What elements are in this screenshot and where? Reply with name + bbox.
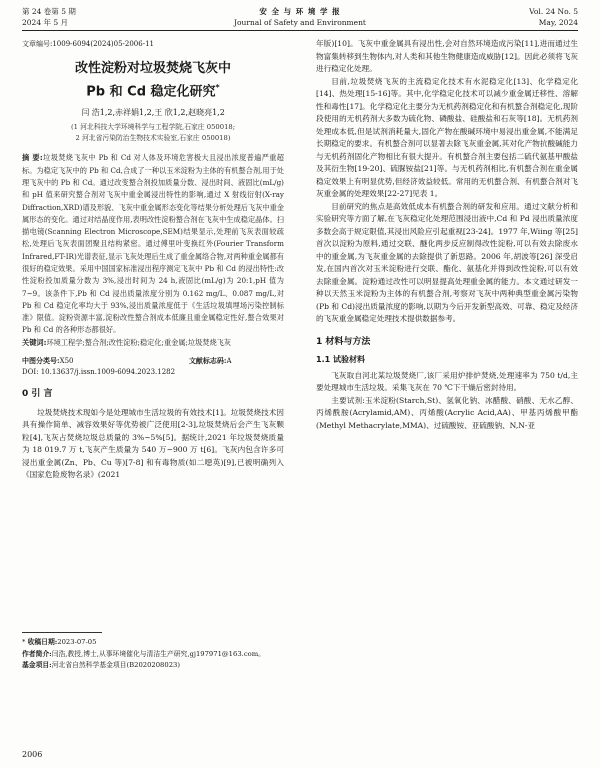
intro-paragraph: 垃圾焚烧技术现如今是处理城市生活垃圾的有效技术[1]。垃圾焚烧技术因具有操作简单、减容效果好等优势被广泛使用[2-3],垃圾焚烧后会产生飞灰颗粒[4],飞灰占焚烧垃圾总质量的 3%~5%[5]。据统计,2021 年垃圾焚烧质量为 18 019.7 万 t,飞灰产生质量为 540 万~900 万 t[6]。飞灰内包含许多可浸出重金属(Zn、Pb、Cu 等)[7-8] 和有毒物质(如二噁英)[9],已被明确列入《国家危险废物名录》(2021 <box>22 407 284 480</box>
affiliation-1: (1 河北科技大学环境科学与工程学院,石家庄 050018; <box>70 123 236 132</box>
section-heading-1: 1 材料与方法 <box>316 336 371 347</box>
header-volume-issue: 第 24 卷第 5 期 <box>22 7 76 16</box>
clc-label: 中图分类号: <box>22 356 60 366</box>
classification-info <box>22 355 284 378</box>
doc-code-value: A <box>226 357 232 366</box>
footnote-received-value: 2023-07-05 <box>57 638 97 646</box>
footnote-fund-value: 河北省自然科学基金项目(B2020208023) <box>51 661 181 669</box>
left-column <box>22 38 284 482</box>
header-journal <box>22 6 578 28</box>
materials-paragraph-2: 主要试剂:玉米淀粉(Starch,St)、氢氧化钠、冰醋酸、硝酸、无水乙醇、丙烯酰胺(Acrylamid,AM)、丙烯酸(Acrylic Acid,AA)、甲基丙烯酸甲酯(Methyl Methacrylate,MMA)、过硫酸铵、亚硫酸钠、N,N-亚 <box>316 395 578 430</box>
doc-code <box>189 355 232 367</box>
footnote-author-label: 作者简介: <box>22 649 52 658</box>
abstract-label: 摘 要: <box>22 153 43 163</box>
section-heading-1-1: 1.1 试验材料 <box>316 355 365 364</box>
doc-code-label: 文献标志码: <box>188 356 227 366</box>
doi: DOI: 10.13637/j.issn.1009-6094.2023.1282 <box>22 368 176 377</box>
footnote-fund-label: 基金项目: <box>22 661 52 669</box>
footnote-received-label: 收稿日期: <box>27 638 58 646</box>
title-line-2 <box>22 78 284 101</box>
article-number: 文章编号:1009-6094(2024)05-2006-11 <box>22 40 154 48</box>
title-line-2-text: Pb 和 Cd 稳定化研究 <box>86 83 216 99</box>
footnote-received: * 收稿日期:2023-07-05 <box>22 638 97 646</box>
running-header <box>22 6 578 32</box>
abstract <box>22 152 284 336</box>
header-volume-en <box>529 6 578 28</box>
journal-title-en: Journal of Safety and Environment <box>234 18 366 27</box>
header-rule <box>22 30 578 31</box>
affiliation-2: 2 河北省污染防治生物技术实验室,石家庄 050018) <box>75 133 231 142</box>
clc-code <box>22 355 73 367</box>
abstract-text: 垃圾焚烧飞灰中 Pb 和 Cd 对人体及环境危害极大且浸出浓度普遍严重超标。为稳定飞灰中的 Pb 和 Cd,合成了一种以玉米淀粉为主体的有机螯合剂,用于处理飞灰中的 Pb 和 Cd。通过改变螯合剂投加质量分数、浸出时间、液固比(mL/g)和 pH 值来研究螯合剂对飞灰中重金属浸出特性的影响,通过 X 射线衍射(X-ray Diffraction,XRD)谱及形貌、飞灰中重金属形态变化等结果分析处理后飞灰中重金属形态的变化。通过对结晶度作用,表明改性淀粉螯合剂在飞灰中生成稳定晶体。扫描电镜(Scanning Electron Microscope,SEM)结果显示,处理前飞灰表面较疏松,处理后飞灰表面团聚且结构紧密。通过傅里叶变换红外(Fourier Transform Infrared,FT-IR)光谱表征,显示飞灰处理后生成了重金属络合物,对两种重金属都有很好的稳定效果。采用中国国家标准浸出程序测定飞灰中 Pb 和 Cd 的浸出特性:改性淀粉投加质量分数为 3%,浸出时间为 24 h,液固比(mL/g)为 20:1,pH 值为 7~9。该条件下,Pb 和 Cd 浸出质量浓度分别为 0.162 mg/L、0.087 mg/L,对 Pb 和 Cd 稳定化率均大于 93%,浸出质量浓度低于《生活垃圾填埋场污染控制标准》限值。淀粉资源丰富,淀粉改性螯合剂成本低廉且重金属稳定性好,螯合效果对 Pb 和 Cd 的各种形态都很好。 <box>22 153 284 335</box>
footnote-author <box>22 649 284 661</box>
author-list: 闫 浩1,2,赤祥娟1,2,王 欣1,2,赵晓亮1,2 <box>81 107 225 117</box>
right-paragraph-1: 年版)[10]。飞灰中重金属具有浸出性,会对自然环境造成污染[11],进而通过生物富集转移到生物体内,对人类和其他生物健康造成威胁[12]。因此必须将飞灰进行稳定化处理。 <box>316 39 578 73</box>
clc-value: X50 <box>59 357 74 366</box>
keywords-label: 关键词: <box>22 337 47 347</box>
right-column <box>316 38 578 432</box>
footnote-rule <box>22 632 102 633</box>
keywords <box>22 337 284 349</box>
footnote-author-value: 闫浩,教授,博士,从事环境催化与清洁生产研究,gj197971@163.com。 <box>51 649 265 658</box>
title-line-1: 改性淀粉对垃圾焚烧飞灰中 <box>74 60 231 76</box>
right-paragraph-2: 目前,垃圾焚烧飞灰的主流稳定化技术有水泥稳定化[13]、化学稳定化[14]、热处理[15-16]等。其中,化学稳定化技术可以减少重金属迁移性、溶解性和毒性[17]。化学稳定化主要分为无机药剂稳定化和有机螯合剂稳定化,现阶段使用的无机药剂大多数为硫化物、磷酸盐、硅酸盐和石灰等[18]。无机药剂处理成本低,但是试剂消耗量大,固化产物在酸碱环境中易浸出重金属,不能满足长期稳定的要求。有机螯合剂可以显著去除飞灰重金属,其对化产物抗酸碱能力与无机药剂固化产物相比有很大提升。有机螯合剂主要包括二硫代氨基甲酸盐及其衍生物[19-20]、硫脲铵盐[21]等。与无机药剂相比,有机螯合剂在重金属稳定效果上有明显优势,但经济效益较低。常用的无机螯合剂、有机螯合剂对飞灰重金属的处理效果[22-27]见表 1。 <box>316 76 578 198</box>
right-paragraph-3: 目前研究的焦点是高效低成本有机螯合剂的研发和应用。通过文献分析和实验研究等方面了解,在飞灰稳定化处理范围浸出液中,Cd 和 Pd 浸出质量浓度多数会高于规定限值,其浸出风险应引起重视[23-24]。1977 年,Wiing 等[25] 首次以淀粉为原料,通过交联、醚化两步反应制得改性淀粉,可以有效去除废水中的重金属,为飞灰重金属的去除提供了新思路。2006 年,胡波等[26] 深受启发,在国内首次对玉米淀粉进行交联、酯化、氨基化并得到改性淀粉,可以有效去除重金属。淀粉通过改性可以明显提高处理重金属的能力。本文通过研发一种以天然玉米淀粉为主体的有机螯合剂,考察对飞灰中两种典型重金属污染物(Pb 和 Cd)浸出质量浓度的影响,以期为今后开发新型高效、可靠、稳定及经济的飞灰重金属稳定处理技术提供数据参考。 <box>316 201 578 323</box>
header-date-cn: 2024 年 5 月 <box>22 18 69 27</box>
footnote <box>22 632 284 672</box>
title-footnote-mark: * <box>215 82 220 92</box>
affiliations <box>22 122 284 143</box>
classification-row <box>22 355 232 367</box>
page-number: 2006 <box>22 750 43 759</box>
header-vol-no-en: Vol. 24 No. 5 <box>529 7 578 16</box>
footnote-fund <box>22 660 284 672</box>
header-date-en: May, 2024 <box>538 18 578 27</box>
materials-paragraph-1: 飞灰取自河北某垃圾焚烧厂,该厂采用炉排炉焚烧,处理速率为 750 t/d,主要处理城市生活垃圾。采集飞灰在 70 ℃下干燥后密封待用。 <box>316 370 578 392</box>
journal-title-cn: 安 全 与 环 境 学 报 <box>259 7 341 16</box>
paper-title <box>22 59 284 101</box>
section-heading-intro: 0 引 言 <box>22 389 53 400</box>
keywords-text: 环境工程学;螯合剂;改性淀粉;稳定化;重金属;垃圾焚烧飞灰 <box>46 337 232 347</box>
